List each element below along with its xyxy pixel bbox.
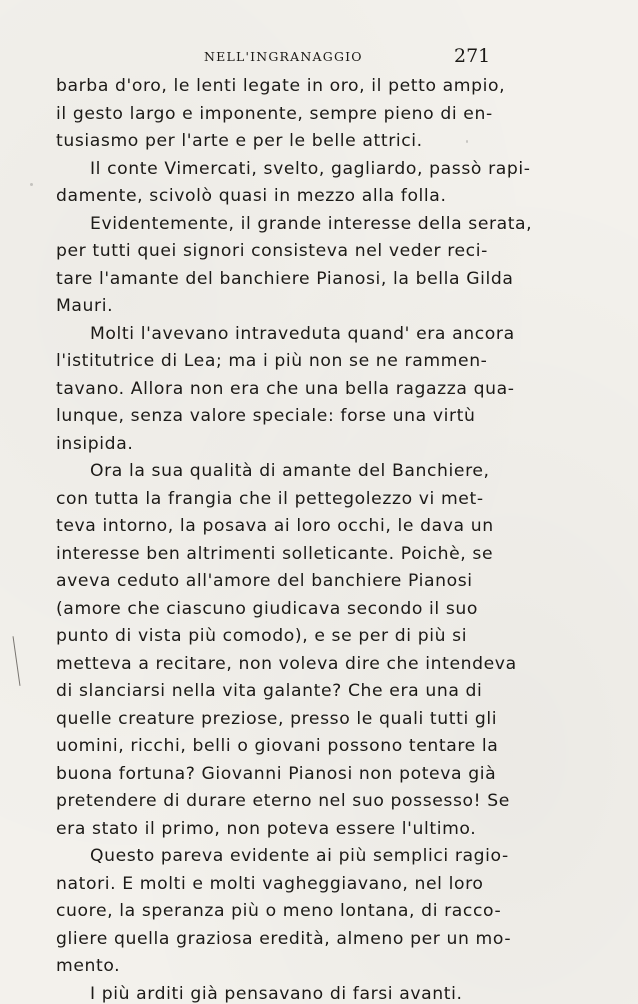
text-line: damente, scivolò quasi in mezzo alla folla. — [56, 186, 447, 206]
text-line: tavano. Allora non era che una bella ragazza qua- — [56, 378, 515, 399]
text-line: metteva a recitare, non voleva dire che intendeva — [56, 653, 517, 674]
text-line: buona fortuna? Giovanni Pianosi non poteva già — [56, 763, 497, 784]
text-line: aveva ceduto all'amore del banchiere Pianosi — [56, 571, 473, 591]
text-line: insipida. — [56, 433, 134, 454]
text-line: uomini, ricchi, belli o giovani possono tentare la — [56, 736, 499, 756]
body-text — [56, 73, 532, 1004]
running-title: NELL'INGRANAGGIO — [204, 49, 363, 64]
text-line: punto di vista più comodo), e se per di più si — [56, 626, 468, 646]
text-line: Molti l'avevano intraveduta quand' era ancora — [90, 323, 515, 344]
page-header — [56, 45, 576, 69]
text-line: interesse ben altrimenti solleticante. Poichè, se — [56, 543, 494, 564]
text-line: con tutta la frangia che il pettegolezzo vi met- — [56, 488, 484, 509]
text-line: mento. — [56, 956, 121, 976]
text-line: il gesto largo e imponente, sempre pieno di en- — [56, 103, 493, 124]
text-line: pretendere di durare eterno nel suo possesso! Se — [56, 791, 510, 811]
text-line: (amore che ciascuno giudicava secondo il suo — [56, 598, 478, 619]
text-line: Il conte Vimercati, svelto, gagliardo, passò rapi- — [90, 158, 531, 179]
text-line: lunque, senza valore speciale: forse una virtù — [56, 406, 476, 426]
text-line: Mauri. — [56, 296, 114, 316]
text-line: natori. E molti e molti vagheggiavano, nel loro — [56, 873, 484, 894]
text-line: di slanciarsi nella vita galante? Che era una di — [56, 681, 483, 701]
print-speck — [30, 183, 33, 186]
print-speck — [466, 140, 468, 143]
text-line: barba d'oro, le lenti legate in oro, il petto ampio, — [56, 76, 506, 96]
text-line: quelle creature preziose, presso le quali tutti gli — [56, 708, 498, 729]
text-line: I più arditi già pensavano di farsi avanti. — [90, 983, 463, 1004]
text-line: Evidentemente, il grande interesse della serata, — [90, 213, 533, 234]
text-line: tare l'amante del banchiere Pianosi, la bella Gilda — [56, 268, 514, 289]
text-line: teva intorno, la posava ai loro occhi, le dava un — [56, 516, 494, 536]
text-line: tusiasmo per l'arte e per le belle attrici. — [56, 131, 423, 151]
margin-pencil-mark — [13, 636, 21, 686]
text-line: Questo pareva evidente ai più semplici ragio- — [90, 846, 509, 866]
text-line: l'istitutrice di Lea; ma i più non se ne rammen- — [56, 351, 488, 371]
text-line: Ora la sua qualità di amante del Banchiere, — [90, 461, 490, 481]
text-line: cuore, la speranza più o meno lontana, di racco- — [56, 901, 502, 921]
text-line: per tutti quei signori consisteva nel veder reci- — [56, 241, 488, 261]
page-number: 271 — [454, 45, 491, 67]
text-line: gliere quella graziosa eredità, almeno per un mo- — [56, 928, 512, 949]
text-line: era stato il primo, non poteva essere l'ultimo. — [56, 818, 477, 839]
